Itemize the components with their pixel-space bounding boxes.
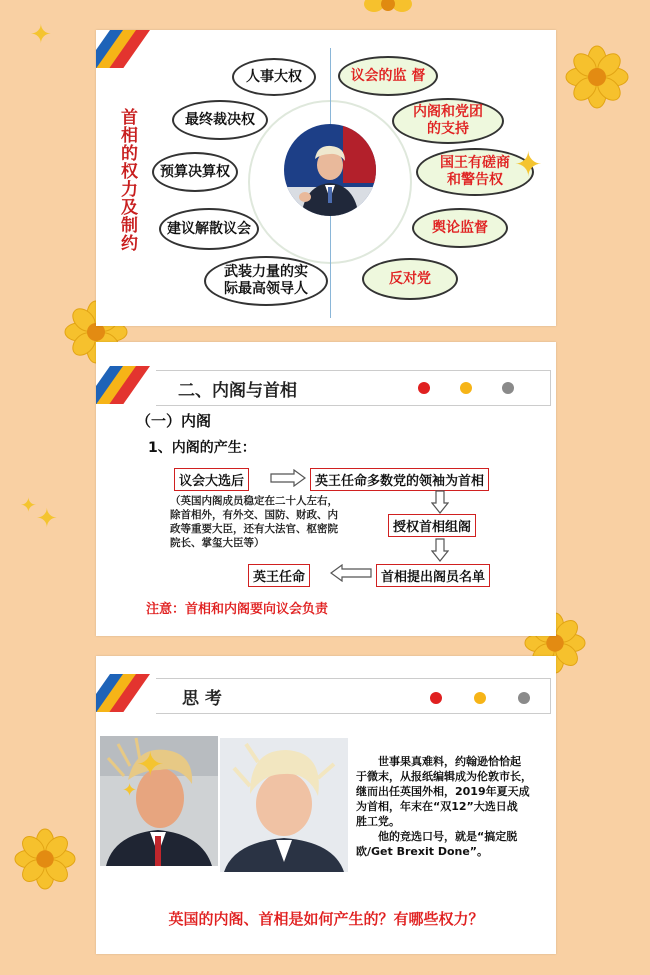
restraint-item-cabinet-support: 内阁和党团 的支持 (392, 98, 504, 144)
flower-icon (565, 45, 629, 109)
restraint-item-monarch: 国王有磋商 和警告权 (416, 148, 534, 196)
think-question: 英国的内阁、首相是如何产生的？有哪些权力？ (168, 910, 484, 928)
dot-yellow (460, 382, 472, 394)
dot-red (418, 382, 430, 394)
story-paragraph: 世事果真难料，约翰逊恰恰起 于微末，从报纸编辑成为伦敦市长， 继而出任英国外相，2019年夏天成 为首相，年末在“双12”大选日战 胜工党。 他的竞选口号，就是“搞定脱 欧/Get Brexit Done”。 (356, 755, 532, 858)
attention-note: 注意：首相和内阁要向议会负责 (146, 602, 329, 617)
vertical-title: 首相的权力及制约 (117, 108, 137, 252)
section-title: （一）内阁 (136, 412, 212, 430)
arrow-right-icon (270, 469, 306, 487)
arrow-left-icon (330, 564, 372, 582)
dot-gray (518, 692, 530, 704)
dot-red (430, 692, 442, 704)
subsection-title: 1、内阁的产生： (148, 440, 256, 456)
arrow-down-icon (431, 490, 449, 514)
slide-stripes (96, 366, 158, 404)
restraint-item-parliament-supervision: 议会的监 督 (338, 56, 438, 96)
sparkle-icon: ✦ (514, 145, 543, 185)
flow-box-appoint-leader: 英王任命多数党的领袖为首相 (310, 468, 489, 491)
restraint-item-public-opinion: 舆论监督 (412, 208, 508, 248)
flow-box-election: 议会大选后 (174, 468, 249, 491)
power-item-personnel: 人事大权 (232, 58, 316, 96)
arrow-down-icon (431, 538, 449, 562)
sparkle-icon: ✦ (36, 504, 58, 534)
flow-box-member-list: 首相提出阁员名单 (376, 564, 490, 587)
slide-header: 思 考 (182, 689, 222, 709)
cabinet-note: （英国内阁成员稳定在二十人左右， 除首相外，有外交、国防、财政、内 政等重要大臣，还有大法官、枢密院 院长、掌玺大臣等） (170, 495, 338, 549)
flow-box-authorize: 授权首相组阁 (388, 514, 476, 537)
sparkle-icon: ✦ (20, 493, 37, 517)
slide-think (96, 656, 556, 954)
power-item-budget: 预算决算权 (152, 152, 238, 192)
dot-gray (502, 382, 514, 394)
flower-icon (14, 828, 76, 890)
power-item-final-ruling: 最终裁决权 (172, 100, 268, 140)
dot-yellow (474, 692, 486, 704)
slide-pm-powers (96, 30, 556, 326)
power-item-dissolve-parliament: 建议解散议会 (159, 208, 259, 250)
restraint-item-opposition: 反对党 (362, 258, 458, 300)
flow-box-king-appoints: 英王任命 (248, 564, 310, 587)
johnson-photo (220, 738, 348, 872)
slide-stripes (96, 674, 158, 712)
sparkle-icon: ✦ (122, 780, 138, 801)
power-item-armed-forces: 武装力量的实 际最高领导人 (204, 256, 328, 306)
sparkle-icon: ✦ (30, 20, 52, 50)
sparkle-icon: ✦ (136, 745, 165, 785)
flower-icon (360, 0, 416, 26)
slide-cabinet (96, 342, 556, 636)
slide-stripes (96, 30, 158, 68)
prime-minister-photo (283, 123, 377, 217)
slide-header: 二、内阁与首相 (178, 381, 297, 401)
